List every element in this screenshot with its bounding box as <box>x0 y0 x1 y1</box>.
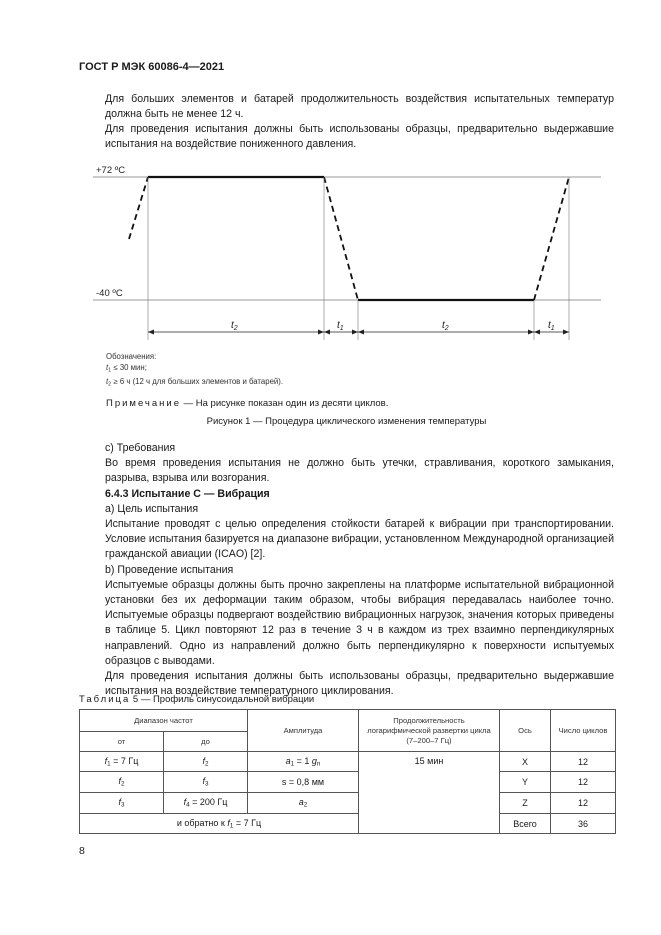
cell-cycles: 12 <box>551 772 616 793</box>
cell-duration: 15 мин <box>359 752 500 834</box>
temperature-cycle-figure <box>0 155 661 355</box>
rise-ramp-2 <box>534 177 569 300</box>
cell-to: $f_4 = 200$ Гц <box>164 793 248 814</box>
figure-caption: Рисунок 1 — Процедура циклического изменения температуры <box>206 416 487 427</box>
fall-ramp <box>324 177 358 300</box>
cell-total-value: 36 <box>551 814 616 834</box>
segment-label-2: $t_1$ <box>337 320 344 332</box>
vibration-profile-table <box>79 709 616 834</box>
note-label: Примечание <box>106 398 181 409</box>
header-amplitude: Амплитуда <box>248 710 359 752</box>
section-b-text: Испытуемые образцы должны быть прочно закреплены на платформе испытательной вибрационной установки без их деформации таким образом, чтобы вибрация передавалась наиболее точно. Испытуемые образцы подвергают воздействию вибрационных нагрузок, значения которых приведены в таблице 5. Цикл повторяют 12 раз в течение 3 ч в каждом из трех взаимно перпендикулярных направлений. Одно из направлений должно быть перпендикулярно к поверхности испытуемых образцов с выводами. <box>105 578 614 667</box>
section-643-heading: 6.4.3 Испытание С — Вибрация <box>105 487 270 500</box>
header-cycles: Число циклов <box>551 710 616 752</box>
cell-amplitude: $a_2$ <box>248 793 359 814</box>
legend-title: Обозначения: <box>106 352 157 361</box>
table-caption-label: Таблица <box>79 694 131 705</box>
intro-paragraph-1 <box>79 92 614 122</box>
cell-from: $f_2$ <box>80 772 164 793</box>
cell-from: $f_3$ <box>80 793 164 814</box>
bottom-temp-label: -40 ºC <box>96 288 123 299</box>
section-a-item: а) Цель испытания <box>105 502 199 515</box>
cell-return-note: и обратно к $f_1 = 7$ Гц <box>80 814 359 834</box>
top-temp-label: +72 ºC <box>96 165 126 176</box>
table-row <box>80 793 616 814</box>
intro-text-2: Для проведения испытания должны быть использованы образцы, предварительно выдержавшие испытания на воздействие пониженного давления. <box>105 123 614 151</box>
section-c-text: Во время проведения испытания не должно быть утечки, стравливания, короткого замыкания, разрыва, взрыва или возгорания. <box>105 457 614 485</box>
cell-to: $f_2$ <box>164 752 248 772</box>
table-caption-number: 5 <box>132 694 139 705</box>
cell-cycles: 12 <box>551 793 616 814</box>
header-duration: Продолжительность логарифмической развертки цикла (7–200–7 Гц) <box>359 710 500 752</box>
table-row-total <box>80 814 616 834</box>
cell-axis: Z <box>500 793 551 814</box>
section-c <box>79 441 614 699</box>
segment-label-3: $t_2$ <box>442 320 449 332</box>
header-from: от <box>80 732 164 752</box>
cell-amplitude: $a_1 = 1$ $g_n$ <box>248 752 359 772</box>
table-caption-text: — Профиль синусоидальной вибрации <box>138 694 315 705</box>
document-header: ГОСТ Р МЭК 60086-4—2021 <box>79 61 225 73</box>
rise-ramp-1 <box>129 177 148 239</box>
section-b-text-2: Для проведения испытания должны быть использованы образцы, предварительно выдержавшие испытания на воздействие температурного циклирования. <box>105 670 614 698</box>
note-text: — На рисунке показан один из десяти циклов. <box>181 398 389 409</box>
cell-to: $f_3$ <box>164 772 248 793</box>
cell-total-label: Всего <box>500 814 551 834</box>
cell-cycles: 12 <box>551 752 616 772</box>
figure-note <box>106 398 388 409</box>
section-c-item: c) Требования <box>105 442 176 454</box>
table-row <box>80 752 616 772</box>
table-caption <box>79 694 314 705</box>
intro-paragraph-2 <box>79 122 614 152</box>
cell-axis: Y <box>500 772 551 793</box>
section-a-text: Испытание проводят с целью определения стойкости батарей к вибрации при транспортировании. Условие испытания базируется на диапазоне вибрации, установленном Международной организацией гражданской авиации (ICAO) [2]. <box>105 518 614 561</box>
header-frequency-range: Диапазон частот <box>80 710 248 732</box>
cell-axis: X <box>500 752 551 772</box>
section-b-item: b) Проведение испытания <box>105 563 234 576</box>
page-number: 8 <box>79 845 85 857</box>
legend-t2: $t_2 \ge 6$ ч (12 ч для больших элементов и батарей). <box>106 377 284 388</box>
table-row <box>80 772 616 793</box>
cell-from: $f_1 = 7$ Гц <box>80 752 164 772</box>
intro-text-1: Для больших элементов и батарей продолжительность воздействия испытательных температур должна быть не менее 12 ч. <box>105 93 614 121</box>
segment-label-4: $t_1$ <box>548 320 555 332</box>
legend-t1: $t_1 \le 30$ мин; <box>106 363 147 374</box>
header-to: до <box>164 732 248 752</box>
figure-legend <box>106 351 283 391</box>
segment-label-1: $t_2$ <box>231 320 238 332</box>
header-axis: Ось <box>500 710 551 752</box>
cell-amplitude: s = 0,8 мм <box>248 772 359 793</box>
